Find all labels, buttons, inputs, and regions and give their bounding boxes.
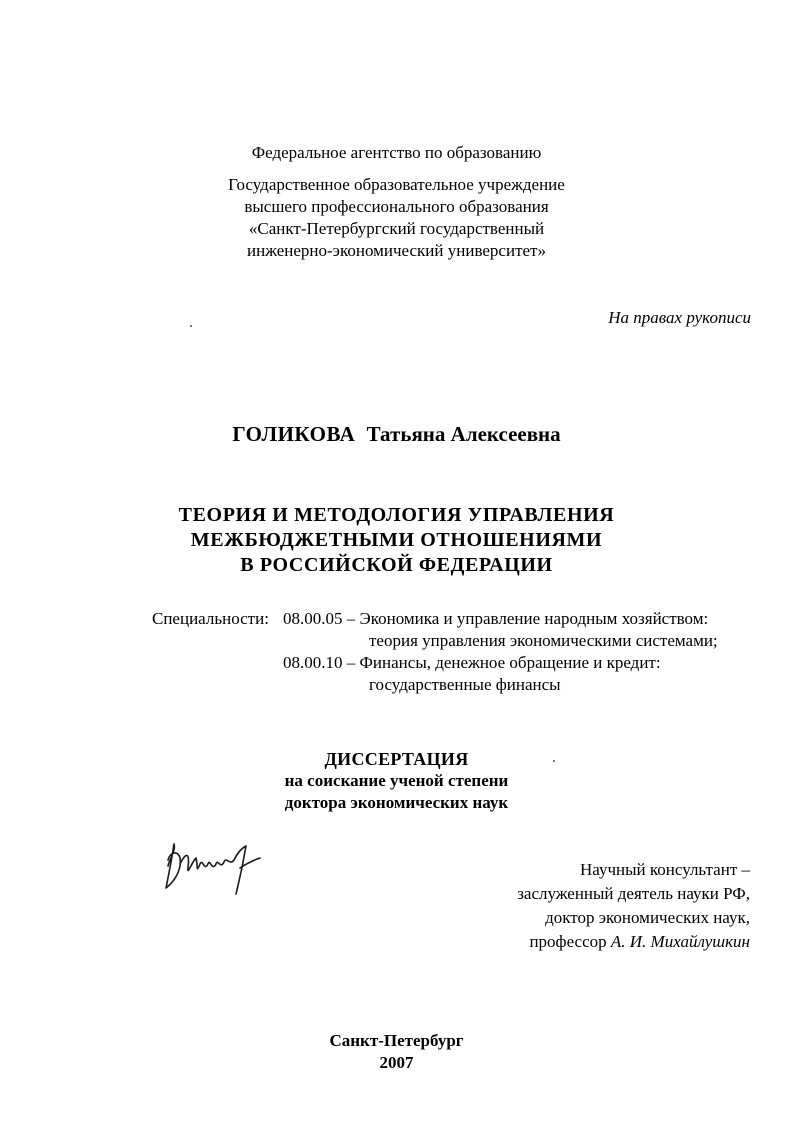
agency-text: Федеральное агентство по образованию (251, 143, 542, 162)
institution-line: Государственное образовательное учреждение (228, 175, 565, 194)
footer-year: 2007 (379, 1053, 414, 1072)
dissertation-degree-line: на соискание ученой степени (284, 771, 509, 790)
specialty-name: – Экономика и управление народным хозяйством: (346, 609, 709, 628)
manuscript-note: На правах рукописи (608, 308, 751, 327)
specialty-name: – Финансы, денежное обращение и кредит: (346, 653, 661, 672)
signature-image (160, 838, 290, 898)
specialties-label: Специальности: (152, 609, 269, 628)
footer-block (0, 1030, 793, 1074)
institution-line: инженерно-экономический университет» (247, 241, 546, 260)
agency-line (0, 142, 793, 164)
advisor-line: заслуженный деятель науки РФ, (517, 884, 750, 903)
author-given-names: Татьяна Алексеевна (366, 422, 561, 446)
dissertation-block (0, 748, 793, 814)
title-line: МЕЖБЮДЖЕТНЫМИ ОТНОШЕНИЯМИ (190, 529, 603, 551)
author-name (0, 422, 793, 447)
advisor-name: А. И. Михайлушкин (610, 932, 750, 951)
advisor-block (517, 858, 750, 954)
title-line: В РОССИЙСКОЙ ФЕДЕРАЦИИ (240, 554, 553, 576)
advisor-line: доктор экономических наук, (545, 908, 750, 927)
institution-line: высшего профессионального образования (244, 197, 549, 216)
scan-speck (553, 760, 555, 762)
dissertation-title (0, 503, 793, 578)
advisor-line: Научный консультант – (580, 860, 750, 879)
dissertation-heading: ДИССЕРТАЦИЯ (324, 749, 469, 769)
advisor-line (517, 930, 750, 954)
title-line: ТЕОРИЯ И МЕТОДОЛОГИЯ УПРАВЛЕНИЯ (178, 504, 615, 526)
institution-line: «Санкт-Петербургский государственный (248, 219, 545, 238)
dissertation-degree-line: доктора экономических наук (284, 793, 509, 812)
specialty-line (283, 608, 708, 630)
author-surname: ГОЛИКОВА (232, 422, 356, 446)
specialty-code: 08.00.05 (283, 609, 343, 628)
specialty-code: 08.00.10 (283, 653, 343, 672)
advisor-title: профессор (529, 932, 607, 951)
specialty-continuation: государственные финансы (369, 675, 561, 694)
scan-speck (190, 325, 192, 327)
specialty-line (283, 652, 661, 674)
specialty-continuation: теория управления экономическими системами; (369, 631, 718, 650)
institution-block (0, 174, 793, 262)
footer-city: Санкт-Петербург (329, 1031, 464, 1050)
